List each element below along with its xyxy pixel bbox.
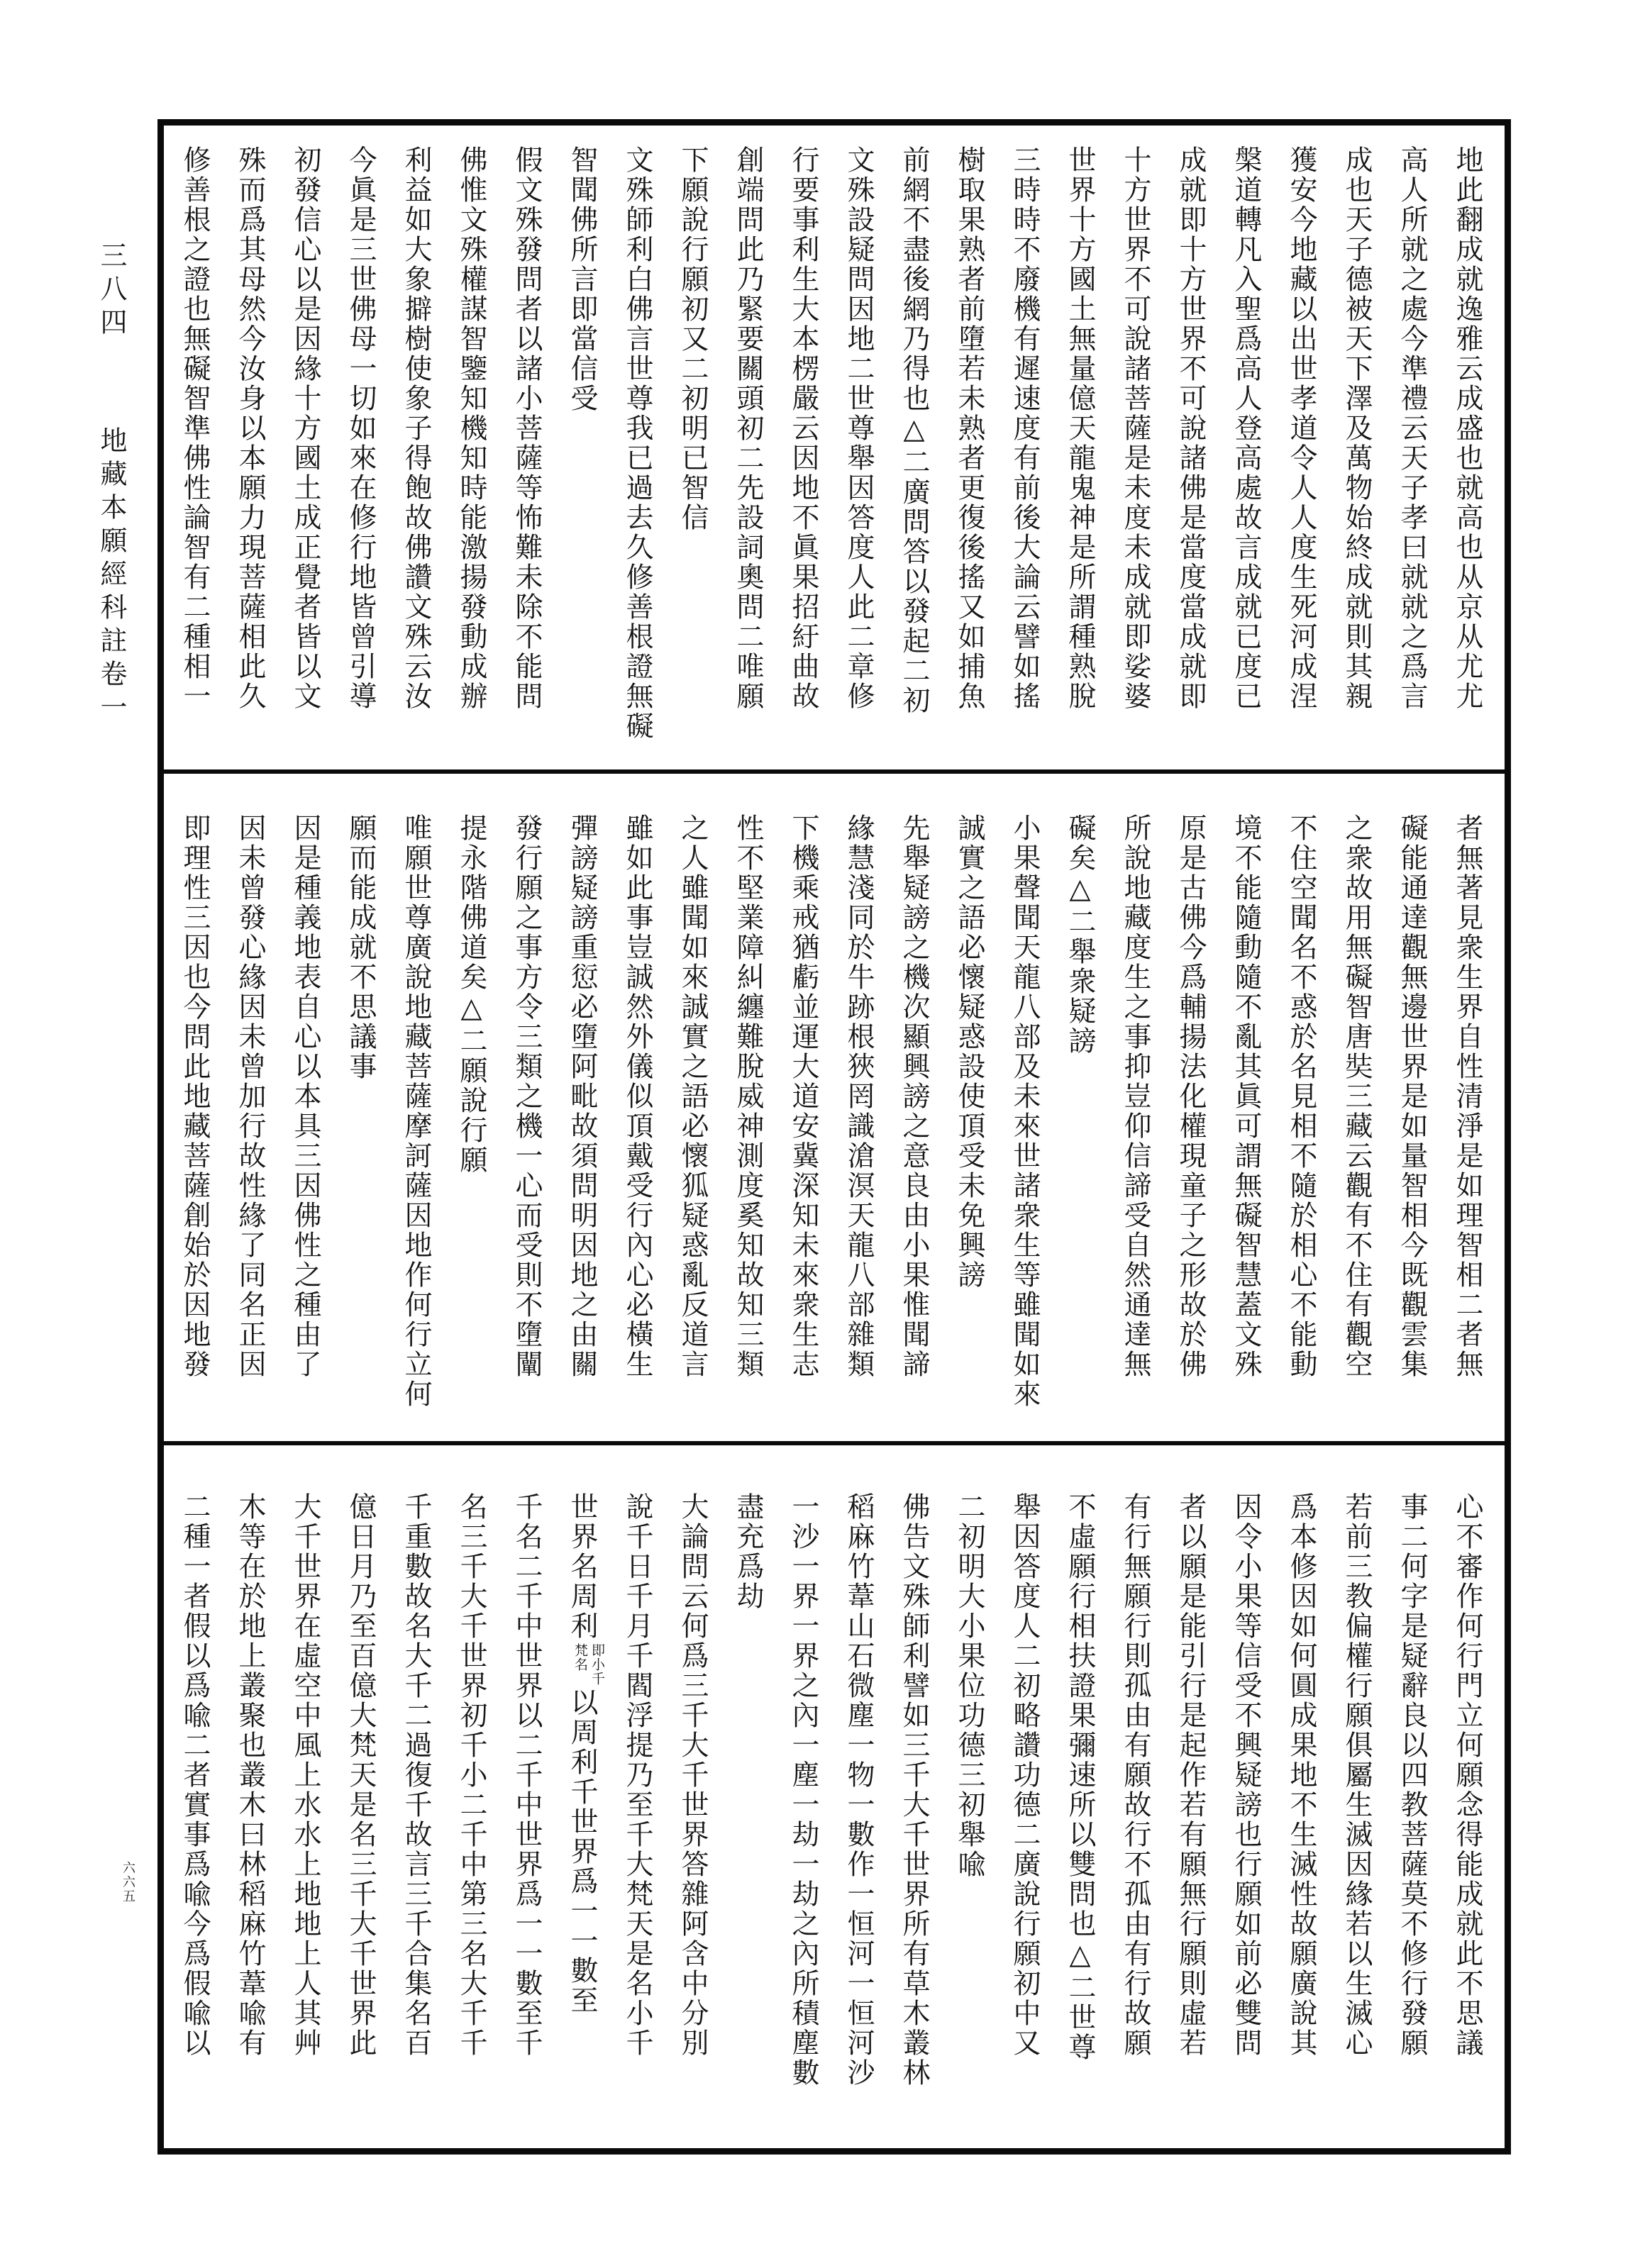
text-column: 三時時不廢機有遲速度有前後大論云譬如搖	[1009, 145, 1040, 711]
text-column: 舉因答度人二初略讚功德二廣說行願初中又	[1009, 1492, 1040, 2058]
text-column: 二種一者假以爲喩二者實事爲喩今爲假喩以	[179, 1492, 210, 2058]
text-column: 礙能通達觀無邊世界是如量智相今既觀雲集	[1397, 813, 1427, 1379]
folio-number: 六六五	[121, 1861, 135, 1903]
text-column: 修善根之證也無礙智準佛性論智有二種相一	[179, 145, 210, 711]
text-frame	[157, 119, 1511, 2155]
text-column: 今眞是三世佛母一切如來在修行地皆曾引導	[345, 145, 376, 711]
text-column: 大千世界在虛空中風上水水上地地上人其艸	[290, 1492, 321, 2058]
text-column: 者無著見衆生界自性清淨是如理智相二者無	[1452, 813, 1483, 1379]
text-column: 高人所就之處今準禮云天子孝曰就就之爲言	[1397, 145, 1427, 711]
text-column: 若前三教偏權行願俱屬生滅因緣若以生滅心	[1341, 1492, 1372, 2058]
text-column: 境不能隨動隨不亂其眞可謂無礙智慧蓋文殊	[1231, 813, 1261, 1379]
text-column: 世界名周利即小千 梵名以周利千世界爲一一數至	[567, 1492, 604, 2016]
text-column: 千名二千中世界以二千中世界爲一一數至千	[511, 1492, 542, 2058]
text-column: 千重數故名大千二過復千故言三千合集名百	[401, 1492, 431, 2058]
text-column: 先舉疑謗之機次顯興謗之意良由小果惟聞諦	[899, 813, 929, 1379]
warichu-note: 即小千 梵名	[572, 1643, 604, 1686]
margin-page-number: 三八四	[96, 241, 126, 341]
text-column: 下願說行願初又二初明已智信	[677, 145, 708, 533]
text-column: 一沙一界一界之內一塵一劫一劫之內所積塵數	[788, 1492, 819, 2088]
text-column: 雖如此事豈誠然外儀似頂戴受行內心必橫生	[622, 813, 653, 1379]
text-column: 木等在於地上叢聚也叢木曰林稻麻竹葦喩有	[235, 1492, 265, 2058]
text-column: 前網不盡後網乃得也△二廣問答以發起二初	[899, 145, 929, 716]
text-column: 爲本修因如何圓成果地不生滅性故願廣說其	[1286, 1492, 1317, 2058]
text-column: 名三千大千世界初千小二千中第三名大千千	[456, 1492, 487, 2058]
text-column: 成也天子德被天下澤及萬物始終成就則其親	[1341, 145, 1372, 711]
text-column: 者以願是能引行是起作若有願無行願則虛若	[1175, 1492, 1206, 2058]
text-column: 下機乘戒猶虧並運大道安冀深知未來衆生志	[788, 813, 819, 1379]
text-column: 發行願之事方令三類之機一心而受則不墮闡	[511, 813, 542, 1379]
text-column: 唯願世尊廣說地藏菩薩摩訶薩因地作何行立何	[401, 813, 431, 1409]
margin-volume-title: 地藏本願經科註卷一	[96, 426, 126, 726]
text-column: 稻麻竹葦山石微塵一物一數作一恒河一恒河沙	[843, 1492, 874, 2088]
text-column: 心不審作何行門立何願念得能成就此不思議	[1452, 1492, 1483, 2058]
margin-header	[89, 241, 132, 726]
text-column: 初發信心以是因緣十方國土成正覺者皆以文	[290, 145, 321, 711]
text-column: 獲安今地藏以出世孝道令人人度生死河成涅	[1286, 145, 1317, 711]
text-column: 彈謗疑謗重愆必墮阿毗故須問明因地之由關	[567, 813, 597, 1379]
text-column: 因未曾發心緣因未曾加行故性緣了同名正因	[235, 813, 265, 1379]
text-column: 因是種義地表自心以本具三因佛性之種由了	[290, 813, 321, 1379]
text-column: 之人雖聞如來誠實之語必懷狐疑惑亂反道言	[677, 813, 708, 1379]
text-column: 殊而爲其母然今汝身以本願力現菩薩相此久	[235, 145, 265, 711]
lower-text-band	[164, 1445, 1505, 2148]
text-column: 億日月乃至百億大梵天是名三千大千世界此	[345, 1492, 376, 2058]
text-column: 大論問云何爲三千大千世界答雜阿含中分別	[677, 1492, 708, 2058]
text-column: 不住空聞名不惑於名見相不隨於相心不能動	[1286, 813, 1317, 1379]
text-column: 地此翻成就逸雅云成盛也就高也从京从尤尤	[1452, 145, 1483, 711]
text-column: 成就即十方世界不可說諸佛是當度當成就即	[1175, 145, 1206, 711]
text-column: 性不堅業障糾纏難脫威神測度奚知故知三類	[733, 813, 763, 1379]
upper-text-band	[164, 126, 1505, 769]
text-column: 因令小果等信受不興疑謗也行願如前必雙問	[1231, 1492, 1261, 2058]
text-column: 提永階佛道矣△二願說行願	[456, 813, 487, 1175]
text-column: 二初明大小果位功德三初舉喩	[954, 1492, 985, 1879]
text-column: 小果聲聞天龍八部及未來世諸衆生等雖聞如來	[1009, 813, 1040, 1409]
text-column: 假文殊發問者以諸小菩薩等怖難未除不能問	[511, 145, 542, 711]
text-column: 佛告文殊師利譬如三千大千世界所有草木叢林	[899, 1492, 929, 2088]
text-column: 誠實之語必懷疑惑設使頂受未免興謗	[954, 813, 985, 1290]
text-column: 即理性三因也今問此地藏菩薩創始於因地發	[179, 813, 210, 1379]
text-column: 有行無願行則孤由有願故行不孤由有行故願	[1120, 1492, 1151, 2058]
text-column: 佛惟文殊權謀智鑒知機知時能激揚發動成辦	[456, 145, 487, 711]
text-column: 說千日千月千閻浮提乃至千大梵天是名小千	[622, 1492, 653, 2058]
text-column: 創端問此乃緊要關頭初二先設詞奧問二唯願	[733, 145, 763, 711]
text-column: 所說地藏度生之事抑豈仰信諦受自然通達無	[1120, 813, 1151, 1379]
text-column: 礙矣△二舉衆疑謗	[1065, 813, 1095, 1056]
text-column: 槃道轉凡入聖爲高人登高處故言成就已度已	[1231, 145, 1261, 711]
text-column: 樹取果熟者前墮若未熟者更復後搖又如捕魚	[954, 145, 985, 711]
text-column: 願而能成就不思議事	[345, 813, 376, 1082]
middle-text-band	[164, 774, 1505, 1441]
text-column: 利益如大象擗樹使象子得飽故佛讚文殊云汝	[401, 145, 431, 711]
text-column: 緣慧淺同於牛跡根狹罔識滄溟天龍八部雜類	[843, 813, 874, 1379]
text-column: 行要事利生大本楞嚴云因地不眞果招紆曲故	[788, 145, 819, 711]
text-column: 盡充爲劫	[733, 1492, 763, 1611]
text-column: 文殊設疑問因地二世尊舉因答度人此二章修	[843, 145, 874, 711]
text-column: 十方世界不可說諸菩薩是未度未成就即娑婆	[1120, 145, 1151, 711]
text-column: 之衆故用無礙智唐奘三藏云觀有不住有觀空	[1341, 813, 1372, 1379]
text-column: 文殊師利白佛言世尊我已過去久修善根證無礙	[622, 145, 653, 741]
text-column: 世界十方國土無量億天龍鬼神是所謂種熟脫	[1065, 145, 1095, 711]
text-column: 智聞佛所言即當信受	[567, 145, 597, 413]
text-column: 事二何字是疑辭良以四教菩薩莫不修行發願	[1397, 1492, 1427, 2058]
text-column: 不虛願行相扶證果彌速所以雙問也△二世尊	[1065, 1492, 1095, 2062]
text-column: 原是古佛今爲輔揚法化權現童子之形故於佛	[1175, 813, 1206, 1379]
